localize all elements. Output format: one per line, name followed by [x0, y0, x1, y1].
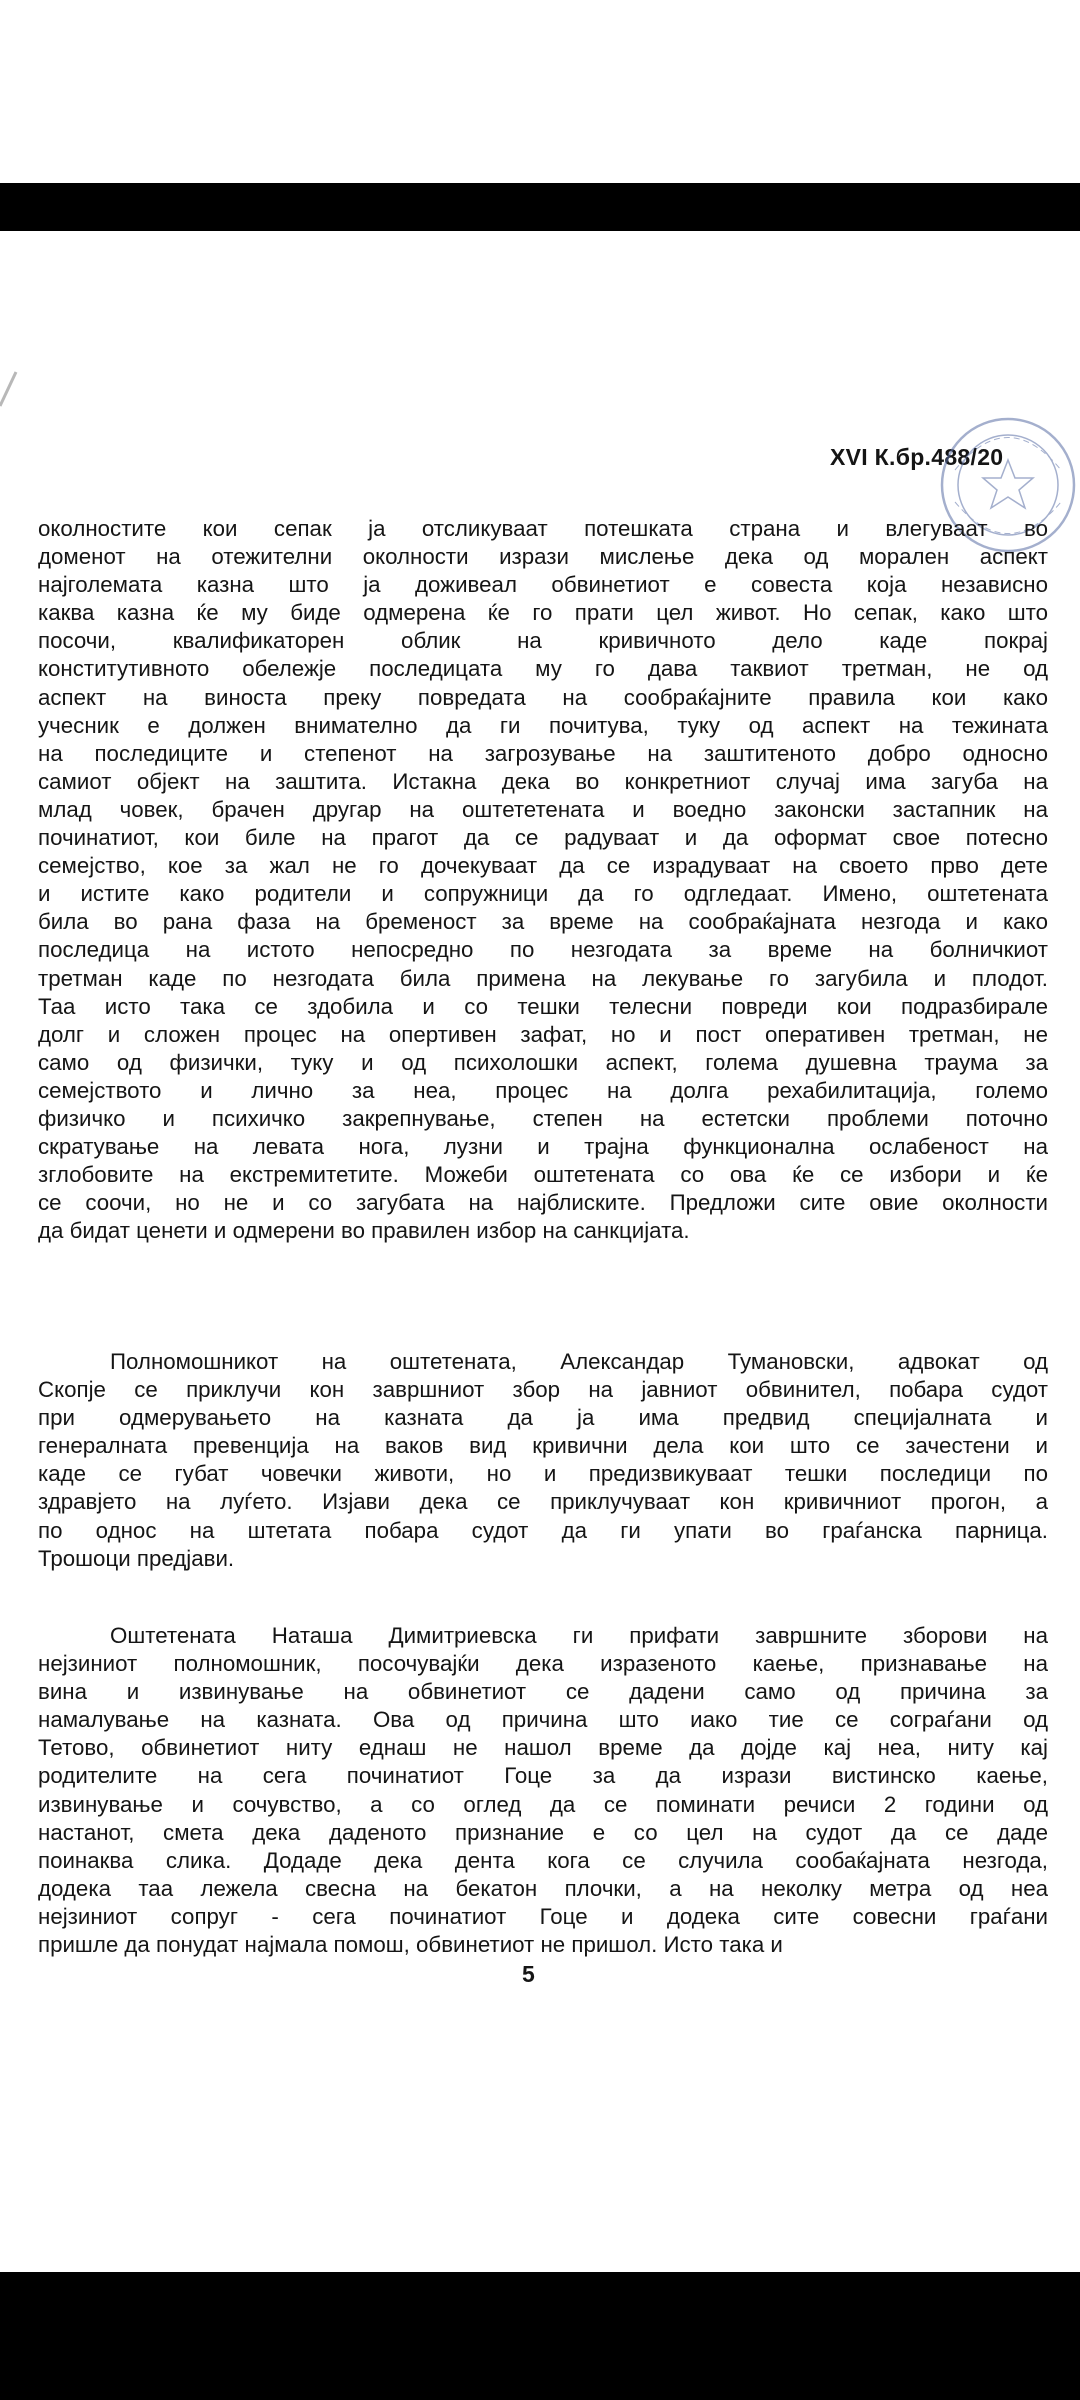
text-line: и иститe како родители и сопружници да го одгледаат. Имено, оштетената [38, 881, 1048, 907]
text-line: аспект на виноста преку повредата на сообраќајните правила кои како [38, 684, 1048, 710]
text-line: нејзиниот полномошник, посочувајќи дека изразеното каење, признавање на [38, 1651, 1048, 1677]
text-line: конститутивното обележје последицата му го дава таквиот третман, не од [38, 656, 1048, 682]
text-line: Скопје се приклучи кон завршниот збор на јавниот обвинител, побара судот [38, 1377, 1048, 1403]
text-line: последица на истото непосредно по незгодата за време на болничкиот [38, 937, 1048, 963]
text-line: извинување и сочувство, а со оглед да се поминати речиси 2 години од [38, 1791, 1048, 1817]
text-line: долг и сложен процес на опертивен зафат, но и пост оперативен третман, не [38, 1021, 1048, 1047]
text-line: да бидат ценети и одмерени во правилен избор на санкцијата. [38, 1218, 690, 1244]
top-letterbox-bar [0, 183, 1080, 231]
text-line: околностите кои сепак ја отсликуваат потешката страна и влегуваат во [38, 516, 1048, 541]
paragraph-injured-party-statement [38, 1622, 1048, 1959]
case-number: XVI К.бр.488/20 [830, 444, 1004, 470]
text-line: физичко и психичко закрепнување, степен на естетски проблеми поточно [38, 1105, 1048, 1131]
paragraph-closing-remarks [38, 515, 1048, 1245]
text-line: млад човек, брачен другар на оштететената и воедно законски застапник на [38, 796, 1048, 822]
text-line: Тетово, обвинетиот ниту еднаш не нашол време да дојде кај неа, ниту кај [38, 1735, 1048, 1761]
text-line: родителите на сега починатиот Гоце за да изрази вистинско каење, [38, 1763, 1048, 1789]
text-line: намалување на казната. Ова од причина што иако тие се сограѓани од [38, 1707, 1048, 1733]
page-corner-mark-icon [0, 368, 30, 408]
text-line: Трошоци предјави. [38, 1545, 235, 1571]
paragraph-attorney-statement [38, 1348, 1048, 1573]
text-line: поинаква слика. Додаде дека дента кога се случила сообаќајната незгода, [38, 1847, 1048, 1873]
text-line: била во рана фаза на бременост за време на сообраќајната незгода и како [38, 909, 1048, 935]
text-line: третман каде по незгодата била примена на лекување го загубила и плодот. [38, 965, 1048, 991]
text-line: најголемата казна што ја доживеал обвинетиот е совеста која независно [38, 572, 1048, 598]
text-line: Таа исто така се здобила и со тешки телесни повреди кои подразбирале [38, 993, 1048, 1019]
text-line: нејзиниот сопруг - сега починатиот Гоце и додека сите совесни граѓани [38, 1903, 1048, 1929]
text-line: пришле да понудат најмала помош, обвинетиот не пришол. Исто така и [38, 1932, 783, 1958]
text-line: посочи, квалификаторен облик на кривичното дело каде покрај [38, 628, 1048, 654]
page-number: 5 [522, 1961, 535, 1987]
text-line: семејство, кое за жал не го дочекуваат да се израдуваат на своето прво дете [38, 853, 1048, 879]
text-line: генералната превенција на ваков вид кривични дела кои што се зачестени и [38, 1433, 1048, 1459]
text-line: учесник е должен внимателно да ги почитува, туку од аспект на тежината [38, 712, 1048, 738]
text-line: семејството и лично за неа, процес на долга рехабилитација, големо [38, 1077, 1048, 1103]
text-line: Оштетената Наташа Димитриевска ги прифати завршните зборови на [110, 1623, 1048, 1648]
text-line: настанот, смета дека даденото признание е со цел на судот да се даде [38, 1819, 1048, 1845]
text-line: вина и извинување на обвинетиот се дадени само од причина за [38, 1679, 1048, 1705]
text-line: доменот на отежителни околности изрази мислење дека од морален аспект [38, 544, 1048, 570]
text-line: при одмерувањето на казната да ја има предвид специјалната и [38, 1405, 1048, 1431]
text-line: каде се губат човечки животи, но и предизвикуваат тешки последици по [38, 1461, 1048, 1487]
text-line: додека таа лежела свесна на бекатон плочки, а на неколку метра од неа [38, 1875, 1048, 1901]
text-line: скратување на левата нога, лузни и трајна функционална ослабеност на [38, 1134, 1048, 1160]
text-line: по однос на штетата побара судот да ги упати во граѓанска парница. [38, 1517, 1048, 1543]
text-line: се соочи, но не и со загубата на најблиските. Предложи сите овие околности [38, 1190, 1048, 1216]
text-line: самиот објект на заштита. Истакна дека во конкретниот случај има загуба на [38, 768, 1048, 794]
text-line: само од физички, туку и од психолошки аспект, големa душевна траума за [38, 1049, 1048, 1075]
text-line: на последиците и степенот на загрозување на заштитеното добро односно [38, 740, 1048, 766]
text-line: зглобовите на екстремитетите. Можеби оштетената со ова ќе се избори и ќе [38, 1162, 1048, 1188]
text-line: починатиот, кои биле на прагот да се радуваат и да оформат свое потесно [38, 825, 1048, 851]
text-line: здравјето на луѓето. Изјави дека се приклучуваат кон кривичниот прогон, а [38, 1489, 1048, 1515]
text-line: каква казна ќе му биде одмерена ќе го прати цел живот. Но сепак, како што [38, 600, 1048, 626]
text-line: Полномошникот на оштетената, Александар Тумановски, адвокат од [110, 1349, 1048, 1374]
bottom-letterbox-bar [0, 2272, 1080, 2400]
